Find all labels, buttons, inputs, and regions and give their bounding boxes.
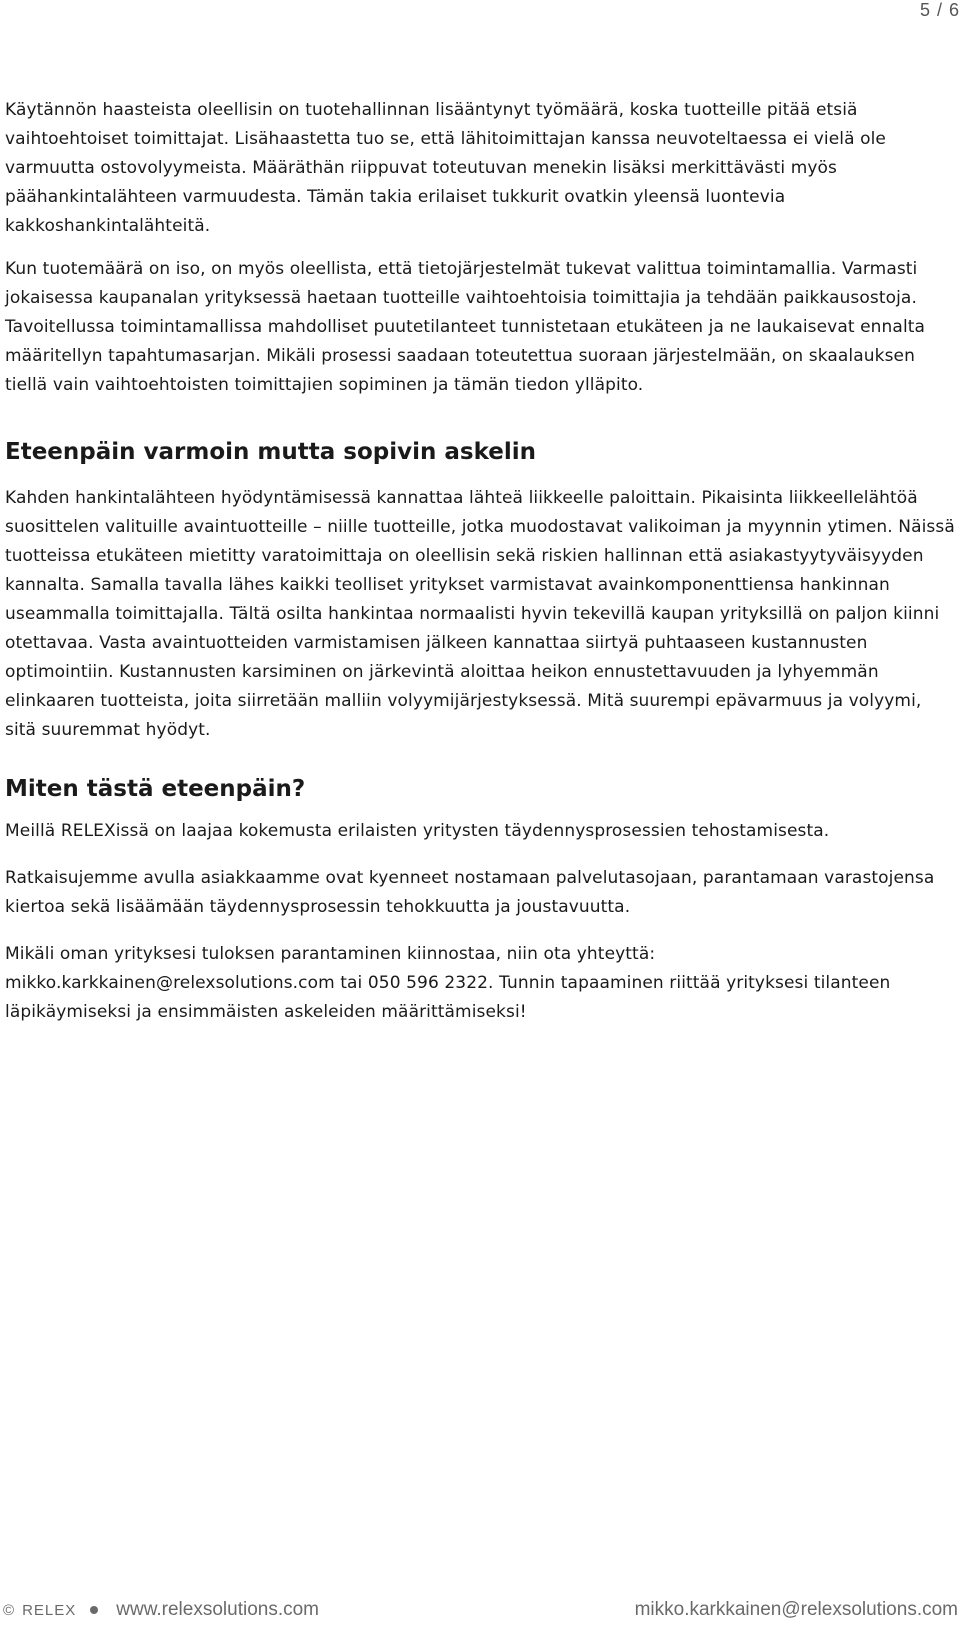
page-number: 5 / 6 — [919, 0, 960, 20]
document-body — [5, 96, 955, 1027]
footer-left — [3, 1599, 319, 1621]
bullet-separator — [90, 1606, 98, 1614]
paragraph-two-sources: Kahden hankintalähteen hyödyntämisessä kannattaa lähteä liikkeelle paloittain. Pikaisinta liikkeellelähtöä suosittelen valituille avaintuotteille – niille tuotteille, jotka muodostavat valikoiman ja myynnin ytimen. Näissä tuotteissa etukäteen mietitty varatoimittaja on oleellisin sekä riskien hallinnan että asiakastyytyväisyyden kannalta. Samalla tavalla lähes kaikki teolliset yritykset varmistavat avainkomponenttiensa hankinnan useammalla toimittajalla. Tältä osilta hankintaa normaalisti hyvin tekevillä kaupan yrityksillä on paljon kiinni otettavaa. Vasta avaintuotteiden varmistamisen jälkeen kannattaa siirtyä puhtaaseen kustannusten optimointiin. Kustannusten karsiminen on järkevintä aloittaa heikon ennustettavuuden ja lyhyemmän elinkaaren tuotteista, joita siirretään malliin volyymijärjestyksessä. Mitä suurempi epävarmuus ja volyymi, sitä suuremmat hyödyt. — [5, 488, 955, 740]
website-link[interactable]: www.relexsolutions.com — [116, 1599, 320, 1620]
email-link[interactable]: mikko.karkkainen@relexsolutions.com — [634, 1599, 958, 1620]
paragraph-contact: Mikäli oman yrityksesi tuloksen parantaminen kiinnostaa, niin ota yhteyttä: mikko.karkkainen@relexsolutions.com tai 050 596 2322. Tunnin tapaaminen riittää yrityksesi tilanteen läpikäymiseksi ja ensimmäisten askeleiden määrittämiseksi! — [5, 944, 891, 1022]
paragraph-solutions: Ratkaisujemme avulla asiakkaamme ovat kyenneet nostamaan palvelutasojaan, parantamaan varastojensa kiertoa sekä lisäämään täydennysprosessin tehokkuutta ja joustavuutta. — [5, 868, 935, 917]
paragraph-challenges: Käytännön haasteista oleellisin on tuotehallinnan lisääntynyt työmäärä, koska tuotteille pitää etsiä vaihtoehtoiset toimittajat. Lisähaastetta tuo se, että lähitoimittajan kanssa neuvoteltaessa ei vielä ole varmuutta ostovolyymeista. Määräthän riippuvat toteutuvan menekin lisäksi merkittävästi myös päähankintalähteen varmuudesta. Tämän takia erilaiset tukkurit ovatkin yleensä luontevia kakkoshankintalähteitä. — [5, 100, 886, 236]
copyright-symbol: © — [3, 1601, 15, 1619]
paragraph-relex-experience: Meillä RELEXissä on laajaa kokemusta erilaisten yritysten täydennysprosessien tehostamisesta. — [5, 821, 830, 841]
page-footer — [0, 1597, 960, 1627]
heading-what-next: Miten tästä eteenpäin? — [5, 776, 306, 802]
brand-logo-text: RELEX — [22, 1601, 77, 1619]
paragraph-information-systems: Kun tuotemäärä on iso, on myös oleellista, että tietojärjestelmät tukevat valittua toimintamallia. Varmasti jokaisessa kaupanalan yrityksessä haetaan tuotteille vaihtoehtoisia toimittajia ja tehdään paikkausostoja. Tavoitellussa toimintamallissa mahdolliset puutetilanteet tunnistetaan etukäteen ja ne laukaisevat ennalta määritellyn tapahtumasarjan. Mikäli prosessi saadaan toteutettua suoraan järjestelmään, on skaalauksen tiellä vain vaihtoehtoisten toimittajien sopiminen ja tämän tiedon ylläpito. — [5, 259, 926, 395]
heading-forward-steps: Eteenpäin varmoin mutta sopivin askelin — [5, 439, 536, 465]
